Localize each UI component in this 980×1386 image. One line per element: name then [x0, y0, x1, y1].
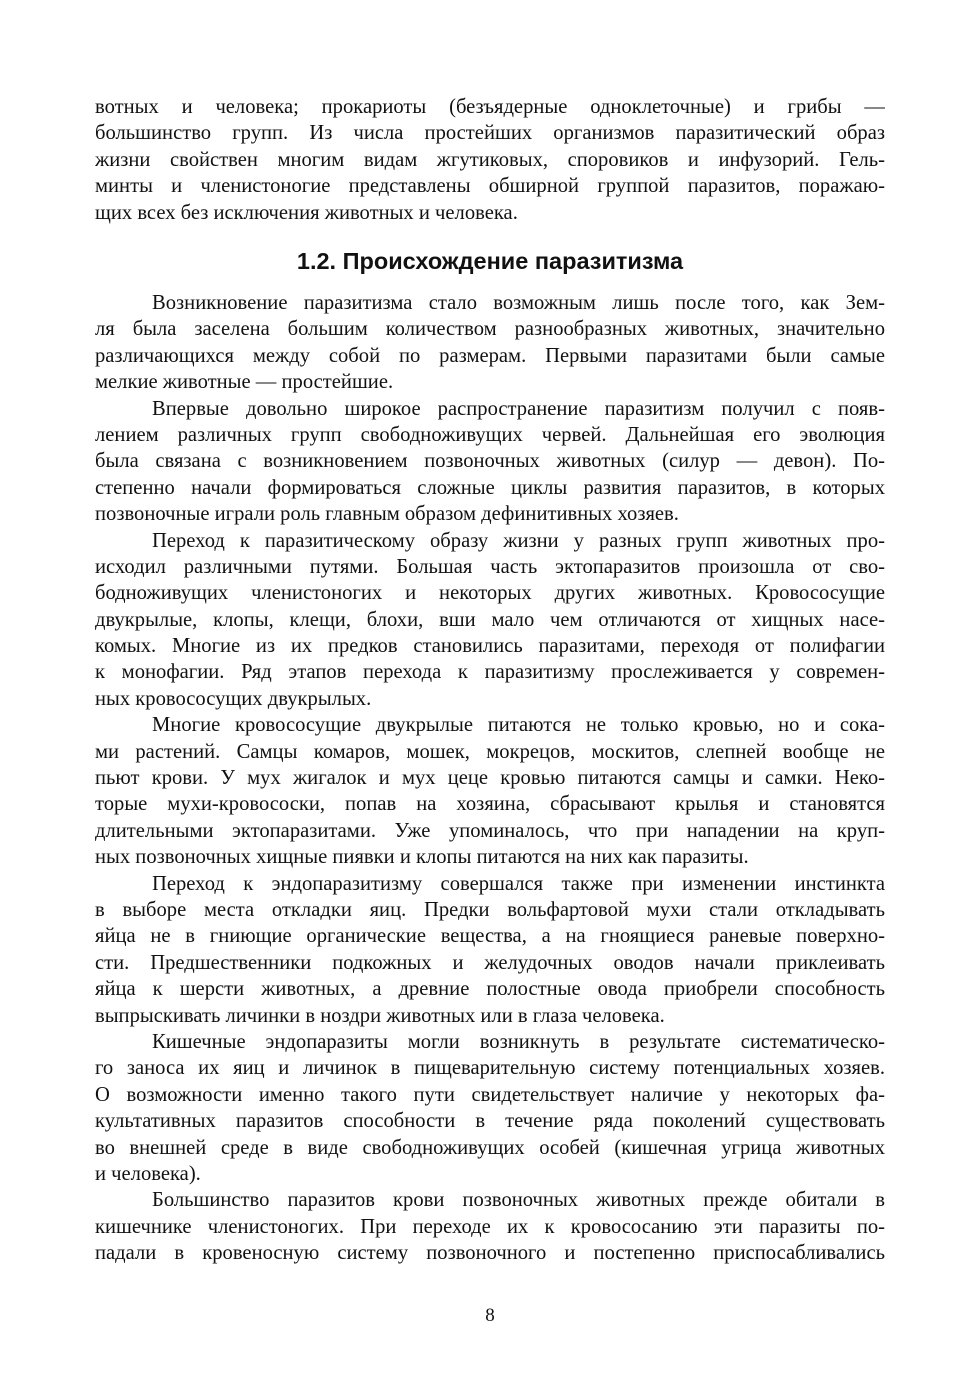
text-line: вотных и человека; прокариоты (безъядерные одноклеточные) и грибы —: [95, 96, 885, 118]
text-line: мелкие животные — простейшие.: [95, 371, 394, 394]
text-line: большинство групп. Из числа простейших организмов паразитический образ: [95, 122, 885, 145]
text-line: двукрылые, клопы, клещи, блохи, вши мало чем отличаются от хищных насе-: [95, 608, 885, 631]
text-line: яйца не в гниющие органические вещества, а на гноящиеся раневые поверхно-: [95, 925, 885, 948]
text-line: во внешней среде в виде свободноживущих особей (кишечная угрица животных: [95, 1136, 885, 1159]
paragraph: [95, 396, 885, 528]
paragraph: [95, 1187, 885, 1266]
paragraph: [95, 1029, 885, 1187]
text-line: Многие кровососущие двукрылые питаются не только кровью, но и сока-: [152, 714, 885, 737]
text-line: Впервые довольно широкое распространение паразитизм получил с появ-: [152, 397, 885, 420]
section-heading: 1.2. Происхождение паразитизма: [296, 248, 684, 274]
text-line: Переход к паразитическому образу жизни у разных групп животных про-: [152, 529, 885, 552]
text-line: яйца к шерсти животных, а древние полостные овода приобрели способность: [95, 978, 885, 1001]
text-line: исходил различными путями. Большая часть эктопаразитов произошла от сво-: [95, 555, 885, 578]
paragraph: [95, 290, 885, 396]
text-line: Большинство паразитов крови позвоночных животных прежде обитали в: [152, 1189, 885, 1212]
text-line: выпрыскивать личинки в ноздри животных или в глаза человека.: [95, 1004, 665, 1027]
text-line: культативных паразитов способности в течение ряда поколений существовать: [95, 1110, 885, 1133]
text-line: минты и членистоногие представлены обширной группой паразитов, поражаю-: [95, 175, 885, 198]
text-line: была связана с возникновением позвоночных животных (силур — девон). По-: [95, 450, 885, 473]
paragraph: [95, 712, 885, 870]
text-line: и человека).: [95, 1162, 201, 1185]
text-line: падали в кровеносную систему позвоночного и постепенно приспосабливались: [95, 1242, 885, 1265]
text-line: го заноса их яиц и личинок в пищеварительную систему потенциальных хозяев.: [95, 1057, 885, 1080]
text-line: позвоночные играли роль главным образом дефинитивных хозяев.: [95, 503, 679, 526]
paragraph: [95, 871, 885, 1029]
text-line: кишечнике членистоногих. При переходе их к кровососанию эти паразиты по-: [95, 1215, 885, 1238]
text-line: ми растений. Самцы комаров, мошек, мокрецов, москитов, слепней вообще не: [95, 740, 885, 763]
text-line: к монофагии. Ряд этапов перехода к паразитизму прослеживается у современ-: [95, 661, 885, 684]
page-number: 8: [485, 1305, 495, 1326]
text-line: пьют крови. У мух жигалок и мух цеце кровью питаются самцы и самки. Неко-: [95, 767, 885, 790]
paragraph: [95, 528, 885, 713]
text-line: длительными эктопаразитами. Уже упоминалось, что при нападении на круп-: [95, 819, 885, 842]
text-line: ля была заселена большим количеством разнообразных животных, значительно: [95, 318, 885, 341]
text-line: Переход к эндопаразитизму совершался также при изменении инстинкта: [152, 872, 885, 895]
text-line: ных позвоночных хищные пиявки и клопы питаются на них как паразиты.: [95, 846, 749, 869]
text-line: комых. Многие из их предков становились паразитами, переходя от полифагии: [95, 635, 885, 658]
text-line: торые мухи-кровососки, попав на хозяина, сбрасывают крылья и становятся: [95, 793, 885, 816]
text-line: в выборе места откладки яиц. Предки вольфартовой мухи стали откладывать: [95, 898, 885, 921]
text-line: бодноживущих членистоногих и некоторых других животных. Кровососущие: [95, 582, 885, 605]
text-line: сти. Предшественники подкожных и желудочных оводов начали приклеивать: [95, 951, 885, 974]
text-line: щих всех без исключения животных и человека.: [95, 201, 518, 224]
text-line: Кишечные эндопаразиты могли возникнуть в результате систематическо-: [152, 1030, 885, 1053]
text-line: О возможности именно такого пути свидетельствует наличие у некоторых фа-: [95, 1083, 885, 1106]
text-line: жизни свойствен многим видам жгутиковых, споровиков и инфузорий. Гель-: [95, 148, 885, 171]
text-line: лением различных групп свободноживущих червей. Дальнейшая его эволюция: [95, 423, 885, 446]
text-line: степенно начали формироваться сложные циклы развития паразитов, в которых: [95, 476, 885, 499]
intro-paragraph: [95, 94, 885, 226]
section-body: [95, 290, 885, 1266]
text-line: ных кровососущих двукрылых.: [95, 687, 372, 710]
text-line: различающихся между собой по размерам. Первыми паразитами были самые: [95, 344, 885, 367]
text-line: Возникновение паразитизма стало возможным лишь после того, как Зем-: [152, 292, 885, 314]
